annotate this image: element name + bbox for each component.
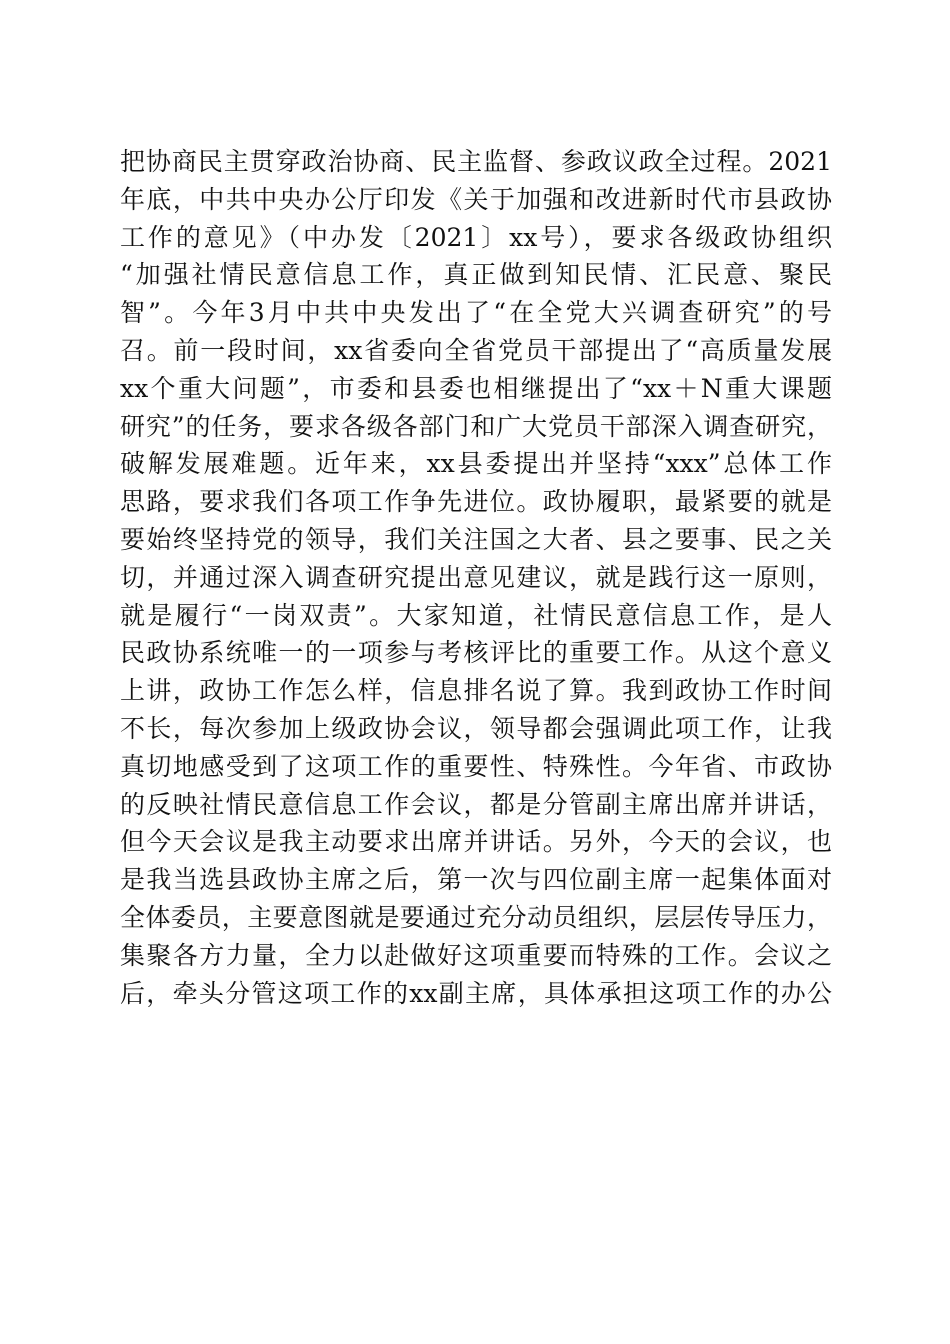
text-line: 是我当选县政协主席之后，第一次与四位副主席一起集体面对 bbox=[120, 865, 832, 895]
text-line: 不长，每次参加上级政协会议，领导都会强调此项工作，让我 bbox=[120, 713, 832, 743]
text-line: “加强社情民意信息工作，真正做到知民情、汇民意、聚民 bbox=[120, 260, 832, 290]
text-line: 要始终坚持党的领导，我们关注国之大者、县之要事、民之关 bbox=[120, 524, 832, 554]
text-line: 思路，要求我们各项工作争先进位。政协履职，最紧要的就是 bbox=[120, 487, 832, 517]
text-line: 切，并通过深入调查研究提出意见建议，就是践行这一原则， bbox=[120, 562, 832, 592]
text-line: 就是履行“一岗双责”。大家知道，社情民意信息工作，是人 bbox=[120, 600, 832, 630]
text-line: xx个重大问题”，市委和县委也相继提出了“xx＋N重大课题 bbox=[120, 373, 832, 403]
text-line: 研究”的任务，要求各级各部门和广大党员干部深入调查研究， bbox=[120, 411, 832, 441]
text-line: 把协商民主贯穿政治协商、民主监督、参政议政全过程。2021 bbox=[120, 147, 832, 176]
text-line: 民政协系统唯一的一项参与考核评比的重要工作。从这个意义 bbox=[120, 638, 832, 668]
text-line: 工作的意见》（中办发〔2021〕xx号），要求各级政协组织 bbox=[120, 222, 832, 252]
text-line: 集聚各方力量，全力以赴做好这项重要而特殊的工作。会议之 bbox=[120, 940, 832, 970]
text-line: 破解发展难题。近年来，xx县委提出并坚持“xxx”总体工作 bbox=[120, 449, 832, 479]
text-line: 智”。今年3月中共中央发出了“在全党大兴调查研究”的号 bbox=[120, 298, 832, 328]
text-line: 年底，中共中央办公厅印发《关于加强和改进新时代市县政协 bbox=[120, 184, 832, 214]
text-line: 真切地感受到了这项工作的重要性、特殊性。今年省、市政协 bbox=[120, 751, 832, 781]
text-line: 但今天会议是我主动要求出席并讲话。另外，今天的会议，也 bbox=[120, 827, 832, 857]
text-line: 的反映社情民意信息工作会议，都是分管副主席出席并讲话， bbox=[120, 789, 832, 819]
text-line: 上讲，政协工作怎么样，信息排名说了算。我到政协工作时间 bbox=[120, 676, 832, 706]
text-line: 召。前一段时间，xx省委向全省党员干部提出了“高质量发展 bbox=[120, 335, 832, 365]
document-body bbox=[120, 143, 832, 1012]
text-line: 后，牵头分管这项工作的xx副主席，具体承担这项工作的办公 bbox=[120, 978, 832, 1008]
text-line: 全体委员，主要意图就是要通过充分动员组织，层层传导压力， bbox=[120, 902, 832, 932]
